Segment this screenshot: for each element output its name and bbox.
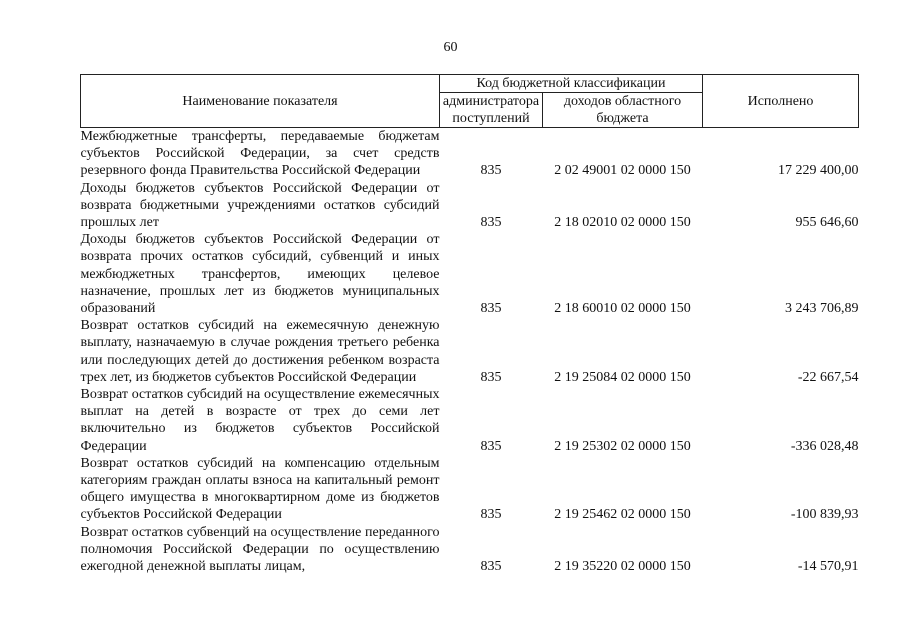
header-budget-classification: Код бюджетной классификации: [440, 75, 703, 93]
indicator-name-cell: Межбюджетные трансферты, передаваемые бюджетам субъектов Российской Федерации, за счет средств резервного фонда Правительства Российской Федерации: [80, 129, 440, 179]
header-executed: Исполнено: [703, 75, 859, 128]
table-row: [81, 231, 859, 317]
executed-amount-cell: -100 839,93: [790, 507, 859, 523]
income-code-cell: 2 02 49001 02 0000 150: [554, 163, 691, 179]
admin-code-cell: 835: [480, 369, 502, 385]
admin-code-cell: 835: [480, 438, 502, 454]
indicator-name-cell: Возврат остатков субсидий на ежемесячную денежную выплату, назначаемую в случае рождения третьего ребенка или последующих детей до достижения ребенком возраста трех лет, из бюджетов субъектов Российской Федерации: [80, 318, 440, 385]
income-code-cell: 2 19 35220 02 0000 150: [554, 559, 691, 575]
header-admin: администратора поступлений: [440, 93, 543, 128]
executed-amount-cell: 955 646,60: [795, 215, 859, 231]
executed-amount-cell: -336 028,48: [790, 438, 859, 454]
indicator-name-cell: Возврат остатков субсидий на компенсацию отдельным категориям граждан оплаты взноса на капитальный ремонт общего имущества в многоквартирном доме из бюджетов субъектов Российской Федерации: [80, 455, 440, 523]
table-body: [81, 128, 859, 576]
income-code-cell: 2 18 02010 02 0000 150: [554, 215, 691, 231]
table-header: [81, 75, 859, 128]
admin-code-cell: 835: [480, 507, 502, 523]
table-row: [81, 524, 859, 576]
executed-amount-cell: 3 243 706,89: [785, 301, 859, 317]
income-code-cell: 2 19 25302 02 0000 150: [554, 438, 691, 454]
indicator-name-cell: Доходы бюджетов субъектов Российской Федерации от возврата бюджетными учреждениями остатков субсидий прошлых лет: [80, 180, 440, 231]
admin-code-cell: 835: [480, 301, 502, 317]
income-code-cell: 2 19 25462 02 0000 150: [554, 507, 691, 523]
page-number: 60: [443, 40, 458, 55]
executed-amount-cell: -22 667,54: [797, 369, 859, 385]
budget-table: [80, 74, 859, 575]
table-row: [81, 455, 859, 524]
admin-code-cell: 835: [480, 163, 502, 179]
income-code-cell: 2 18 60010 02 0000 150: [554, 301, 691, 317]
indicator-name-cell: Возврат остатков субсидий на осуществление ежемесячных выплат на детей в возрасте от трех до семи лет включительно из бюджетов субъектов Российской Федерации: [80, 387, 440, 454]
header-income-code: доходов областного бюджета: [543, 93, 703, 128]
income-code-cell: 2 19 25084 02 0000 150: [554, 369, 691, 385]
executed-amount-cell: -14 570,91: [797, 559, 859, 575]
header-name: Наименование показателя: [81, 75, 440, 128]
executed-amount-cell: 17 229 400,00: [778, 163, 859, 179]
table-row: [81, 386, 859, 455]
table-row: [81, 180, 859, 232]
admin-code-cell: 835: [480, 215, 502, 231]
table-row: [81, 317, 859, 386]
admin-code-cell: 835: [480, 559, 502, 575]
table-row: [81, 128, 859, 180]
indicator-name-cell: Возврат остатков субвенций на осуществление переданного полномочия Российской Федерации по осуществлению ежегодной денежной выплаты лицам,: [80, 524, 440, 575]
indicator-name-cell: Доходы бюджетов субъектов Российской Федерации от возврата прочих остатков субсидий, субвенций и иных межбюджетных трансфертов, имеющих целевое назначение, прошлых лет из бюджетов муниципальных образований: [80, 232, 440, 317]
